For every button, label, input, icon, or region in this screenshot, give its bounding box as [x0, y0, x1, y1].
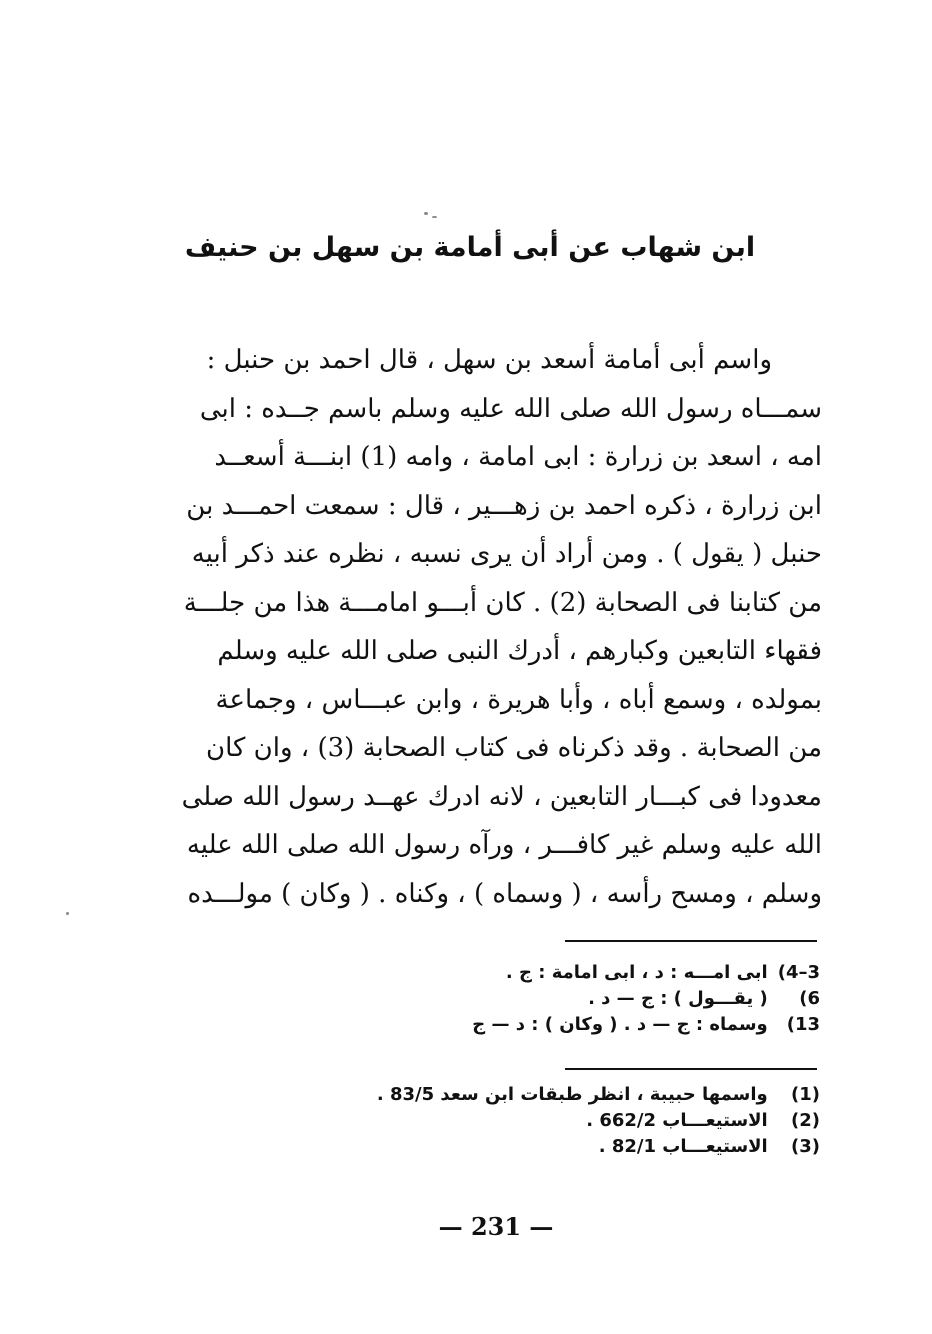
- variant-note: [300, 986, 820, 1012]
- body-line: واسم أبى أمامة أسعد بن سهل ، قال احمد بن حنبل :: [206, 345, 772, 375]
- body-line: بمولده ، وسمع أباه ، وأبا هريرة ، وابن عبـــاس ، وجماعة: [215, 684, 822, 715]
- body-text: [150, 336, 822, 918]
- footnote-number: (1): [791, 1084, 820, 1105]
- scan-speck: [66, 912, 69, 915]
- variant-text: ( يقـــول ) : ج — د .: [588, 988, 768, 1009]
- body-line: امه ، اسعد بن زرارة : ابى امامة ، وامه (1) ابنـــة أسعــد: [214, 442, 822, 472]
- variant-note: [300, 1012, 820, 1038]
- footnote-text: واسمها حبيبة ، انظر طبقات ابن سعد 83/5 .: [376, 1084, 768, 1105]
- body-line: حنبل ( يقول ) . ومن أراد أن يرى نسبه ، نظره عند ذكر أبيه: [191, 539, 822, 569]
- variants-divider: [565, 940, 817, 942]
- body-line: سمـــاه رسول الله صلى الله عليه وسلم باسم جــده : ابى: [199, 393, 822, 424]
- variant-number: 13): [786, 1014, 820, 1035]
- scan-speck: [424, 212, 428, 215]
- variant-text: ابى امـــه : د ، ابى امامة : ج .: [505, 962, 768, 983]
- variant-readings: [300, 960, 820, 1038]
- body-line: الله عليه وسلم غير كافـــر ، ورآه رسول الله صلى الله عليه: [186, 830, 822, 860]
- body-line: معدودا فى كبـــار التابعين ، لانه ادرك عهــد رسول الله صلى: [181, 781, 822, 812]
- page-number: — 231 —: [438, 1212, 554, 1241]
- footnote: [300, 1134, 820, 1160]
- variant-note: [300, 960, 820, 986]
- footnote-number: (2): [791, 1110, 820, 1131]
- footnotes-divider: [565, 1068, 817, 1070]
- footnote: [300, 1108, 820, 1134]
- body-line: من كتابنا فى الصحابة (2) . كان أبـــو امامـــة هذا من جلـــة: [183, 587, 822, 618]
- footnote-text: الاستيعـــاب 82/1 .: [598, 1136, 768, 1157]
- scan-speck: [432, 216, 437, 218]
- chapter-title: ابن شهاب عن أبى أمامة بن سهل بن حنيف: [184, 232, 756, 263]
- body-line: وسلم ، ومسح رأسه ، ( وسماه ) ، وكناه . ( وكان ) مولـــده: [187, 878, 822, 909]
- variant-text: وسماه : ج — د . ( وكان ) : د — ج: [472, 1014, 768, 1035]
- body-line: ابن زرارة ، ذكره احمد بن زهـــير ، قال : سمعت احمـــد بن: [186, 490, 822, 521]
- variant-number: 6): [799, 988, 820, 1009]
- footnote-number: (3): [791, 1136, 820, 1157]
- body-line: من الصحابة . وقد ذكرناه فى كتاب الصحابة (3) ، وان كان: [206, 733, 822, 763]
- footnote: [300, 1082, 820, 1108]
- footnote-text: الاستيعـــاب 662/2 .: [586, 1110, 768, 1131]
- footnotes: [300, 1082, 820, 1160]
- body-line: فقهاء التابعين وكبارهم ، أدرك النبى صلى الله عليه وسلم: [217, 636, 822, 666]
- variant-number: 3–4): [777, 962, 820, 983]
